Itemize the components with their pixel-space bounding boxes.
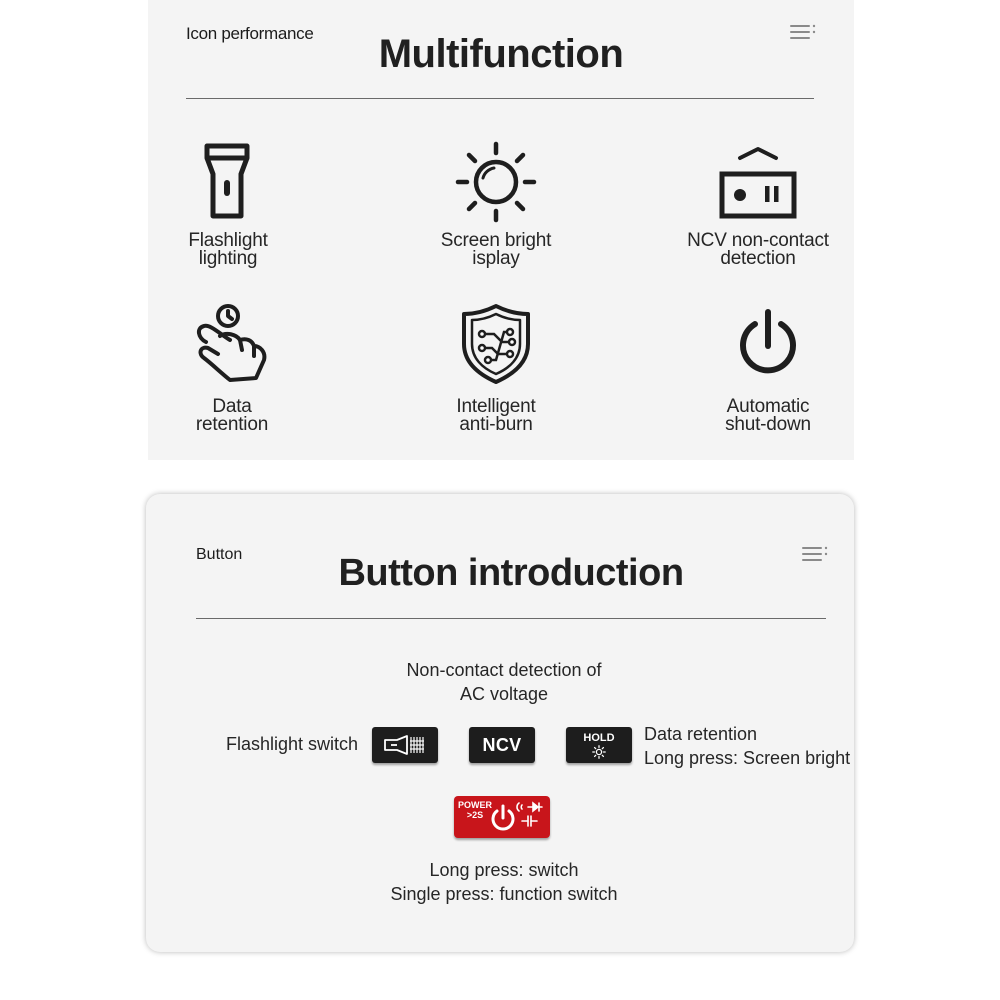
feature-anti-burn: [396, 302, 596, 434]
feature-screen-bright: [396, 140, 596, 268]
hold-button[interactable]: [566, 727, 632, 763]
feature-label-line1: Data: [212, 396, 252, 417]
power-icon: [488, 803, 518, 833]
ncv-caption: [346, 658, 662, 706]
power-caption-line2: Single press: function switch: [390, 884, 618, 904]
menu-lines-icon[interactable]: [790, 24, 816, 47]
hand-tap-icon: [190, 302, 274, 386]
flashlight-icon: [383, 734, 427, 756]
feature-label-line2: lighting: [198, 248, 258, 269]
ncv-caption-line1: Non-contact detection of: [406, 660, 602, 680]
feature-label-line2: retention: [195, 414, 269, 435]
power-button-line2: >2S: [466, 810, 484, 820]
feature-label-line2: detection: [720, 248, 796, 269]
feature-flashlight: [128, 140, 328, 268]
feature-ncv: [658, 140, 858, 268]
ncv-detector-icon: [716, 140, 800, 224]
section-label: Icon performance: [186, 24, 314, 43]
power-button[interactable]: [454, 796, 550, 838]
page-title: Multifunction: [378, 32, 624, 76]
menu-lines-icon[interactable]: [802, 546, 828, 569]
flashlight-button[interactable]: [372, 727, 438, 763]
feature-label-line1: Screen bright: [440, 230, 552, 251]
feature-label-line2: anti-burn: [459, 414, 533, 435]
feature-auto-shutdown: [668, 308, 868, 434]
hold-caption-line2: Long press: Screen bright: [644, 748, 851, 768]
flashlight-switch-label: Flashlight switch: [226, 734, 359, 754]
sun-icon: [592, 745, 606, 759]
feature-label-line1: Flashlight: [188, 230, 268, 251]
power-caption-line1: Long press: switch: [429, 860, 579, 880]
hold-caption: [644, 722, 850, 770]
ncv-button[interactable]: NCV: [469, 727, 535, 763]
mode-symbols-icon: [516, 799, 546, 829]
ncv-caption-line2: AC voltage: [459, 684, 549, 704]
multifunction-panel: [148, 0, 854, 460]
hold-caption-line1: Data retention: [644, 724, 758, 744]
feature-label-line1: Intelligent: [456, 396, 536, 417]
sun-icon: [454, 140, 538, 224]
flashlight-icon: [198, 140, 258, 224]
shield-circuit-icon: [460, 302, 532, 386]
section-label: Button: [196, 546, 243, 563]
feature-label-line2: isplay: [472, 248, 520, 269]
feature-label-line2: shut-down: [725, 414, 811, 435]
feature-data-retention: [132, 302, 332, 434]
power-icon: [733, 308, 803, 378]
divider: [186, 98, 814, 99]
button-introduction-panel: [146, 494, 854, 952]
hold-button-label: HOLD: [583, 731, 615, 744]
feature-label-line1: Automatic: [726, 396, 810, 417]
power-caption: [346, 858, 662, 906]
page-title: Button introduction: [338, 552, 684, 594]
power-button-line1: POWER: [458, 800, 493, 810]
feature-label-line1: NCV non-contact: [687, 230, 829, 251]
divider: [196, 618, 826, 619]
